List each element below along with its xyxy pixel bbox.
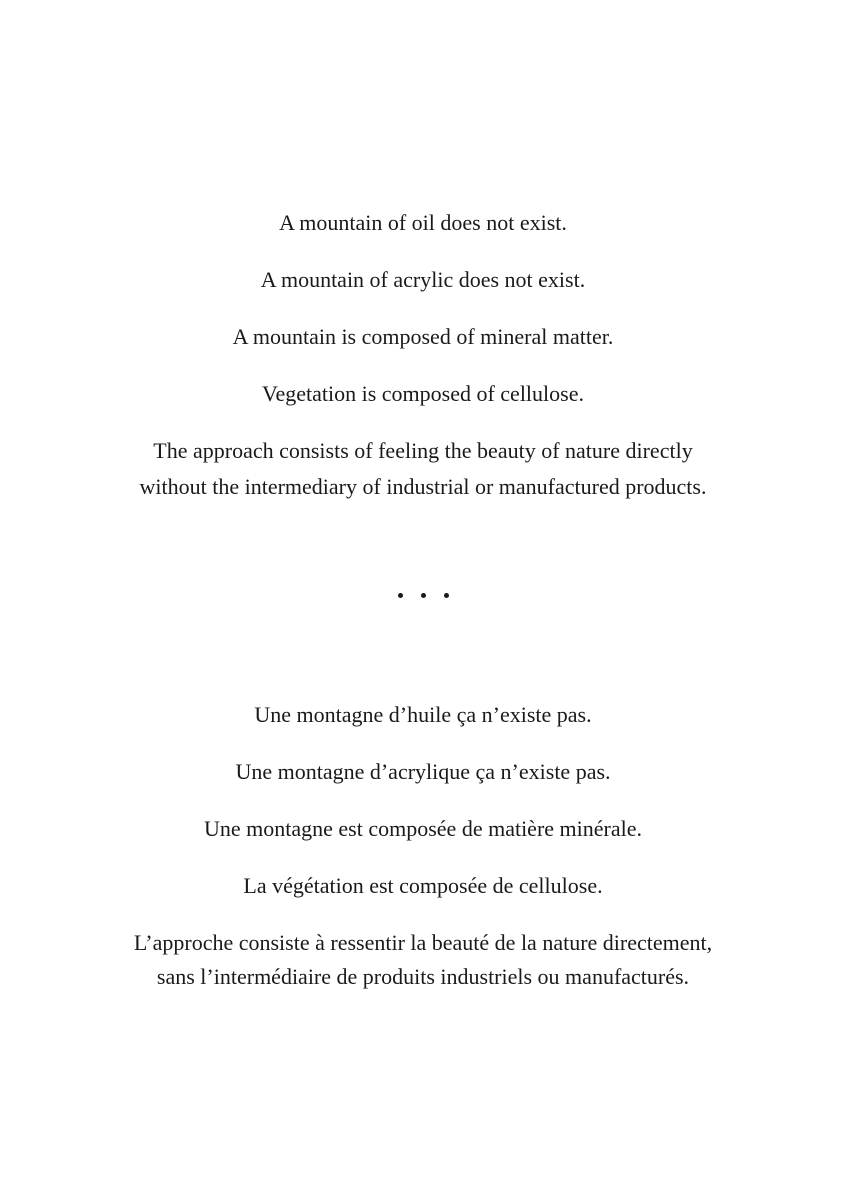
english-line-1: A mountain of oil does not exist.	[279, 210, 567, 235]
french-line-1: Une montagne d’huile ça n’existe pas.	[254, 702, 592, 727]
french-closing-line-2: sans l’intermédiaire de produits industriels ou manufacturés.	[156, 964, 690, 989]
ellipsis-separator	[0, 586, 846, 616]
separator-dot	[421, 593, 426, 598]
english-line-4: Vegetation is composed of cellulose.	[262, 381, 584, 406]
french-line-3: Une montagne est composée de matière minérale.	[204, 816, 642, 841]
separator-dot	[398, 593, 403, 598]
french-closing-line-1: L’approche consiste à ressentir la beauté de la nature directement,	[133, 930, 713, 955]
separator-dot	[444, 593, 449, 598]
french-line-2: Une montagne d’acrylique ça n’existe pas.	[235, 759, 611, 784]
english-closing-line-2: without the intermediary of industrial or manufactured products.	[139, 474, 707, 499]
english-closing-line-1: The approach consists of feeling the beauty of nature directly	[153, 438, 693, 463]
french-line-4: La végétation est composée de cellulose.	[243, 873, 603, 898]
english-line-3: A mountain is composed of mineral matter.	[232, 324, 614, 349]
english-line-2: A mountain of acrylic does not exist.	[260, 267, 586, 292]
